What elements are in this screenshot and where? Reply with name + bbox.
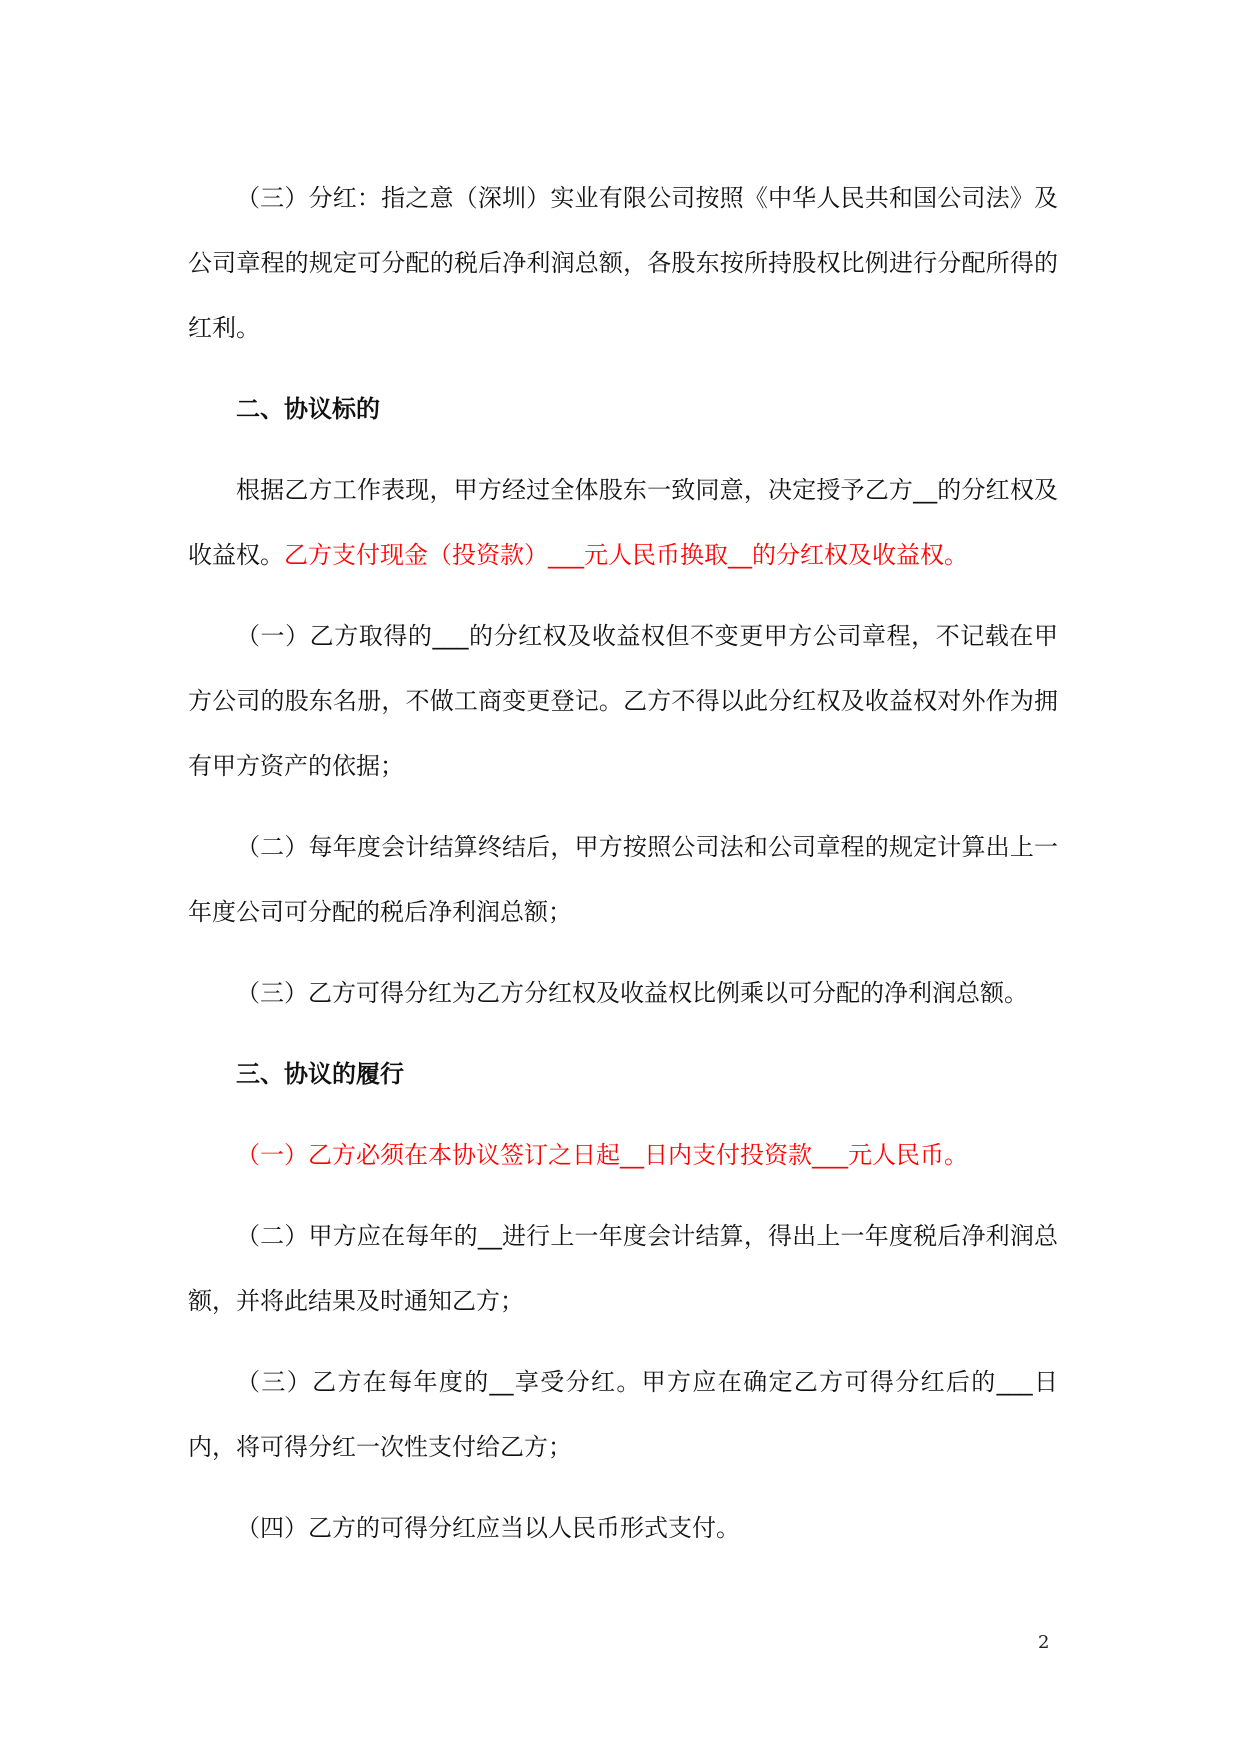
section-2-heading: 二、协议标的	[236, 395, 380, 423]
page-number: 2	[1038, 1632, 1050, 1653]
section-3-item-2: （二）甲方应在每年的__进行上一年度会计结算，得出上一年度税后净利润总额，并将此结果及时通知乙方；	[188, 1222, 1058, 1315]
section-2-item-3: （三）乙方可得分红为乙方分红权及收益权比例乘以可分配的净利润总额。	[236, 979, 1028, 1007]
section-2-item-2: （二）每年度会计结算终结后，甲方按照公司法和公司章程的规定计算出上一年度公司可分配的税后净利润总额；	[188, 833, 1058, 926]
section-3-item-1-highlight: （一）乙方必须在本协议签订之日起__日内支付投资款___元人民币。	[236, 1141, 968, 1169]
document-body	[188, 166, 1058, 1577]
section-2-intro-paragraph	[188, 458, 1058, 588]
section-2-intro-highlight: 乙方支付现金（投资款）___元人民币换取__的分红权及收益权。	[284, 541, 968, 569]
section-3-item-4: （四）乙方的可得分红应当以人民币形式支付。	[236, 1514, 740, 1542]
section-2-intro-text: 根据乙方工作表现，甲方经过全体股东一致同意，决定授予乙方__的分红权及收益权。	[188, 476, 1058, 569]
section-2-item-1: （一）乙方取得的___的分红权及收益权但不变更甲方公司章程，不记载在甲方公司的股东名册，不做工商变更登记。乙方不得以此分红权及收益权对外作为拥有甲方资产的依据；	[188, 622, 1058, 780]
section-3-heading: 三、协议的履行	[236, 1060, 404, 1088]
section-3-item-3: （三）乙方在每年度的__享受分红。甲方应在确定乙方可得分红后的___日内，将可得分红一次性支付给乙方；	[188, 1368, 1058, 1461]
definition-dividend-paragraph: （三）分红：指之意（深圳）实业有限公司按照《中华人民共和国公司法》及公司章程的规定可分配的税后净利润总额，各股东按所持股权比例进行分配所得的红利。	[188, 184, 1058, 342]
